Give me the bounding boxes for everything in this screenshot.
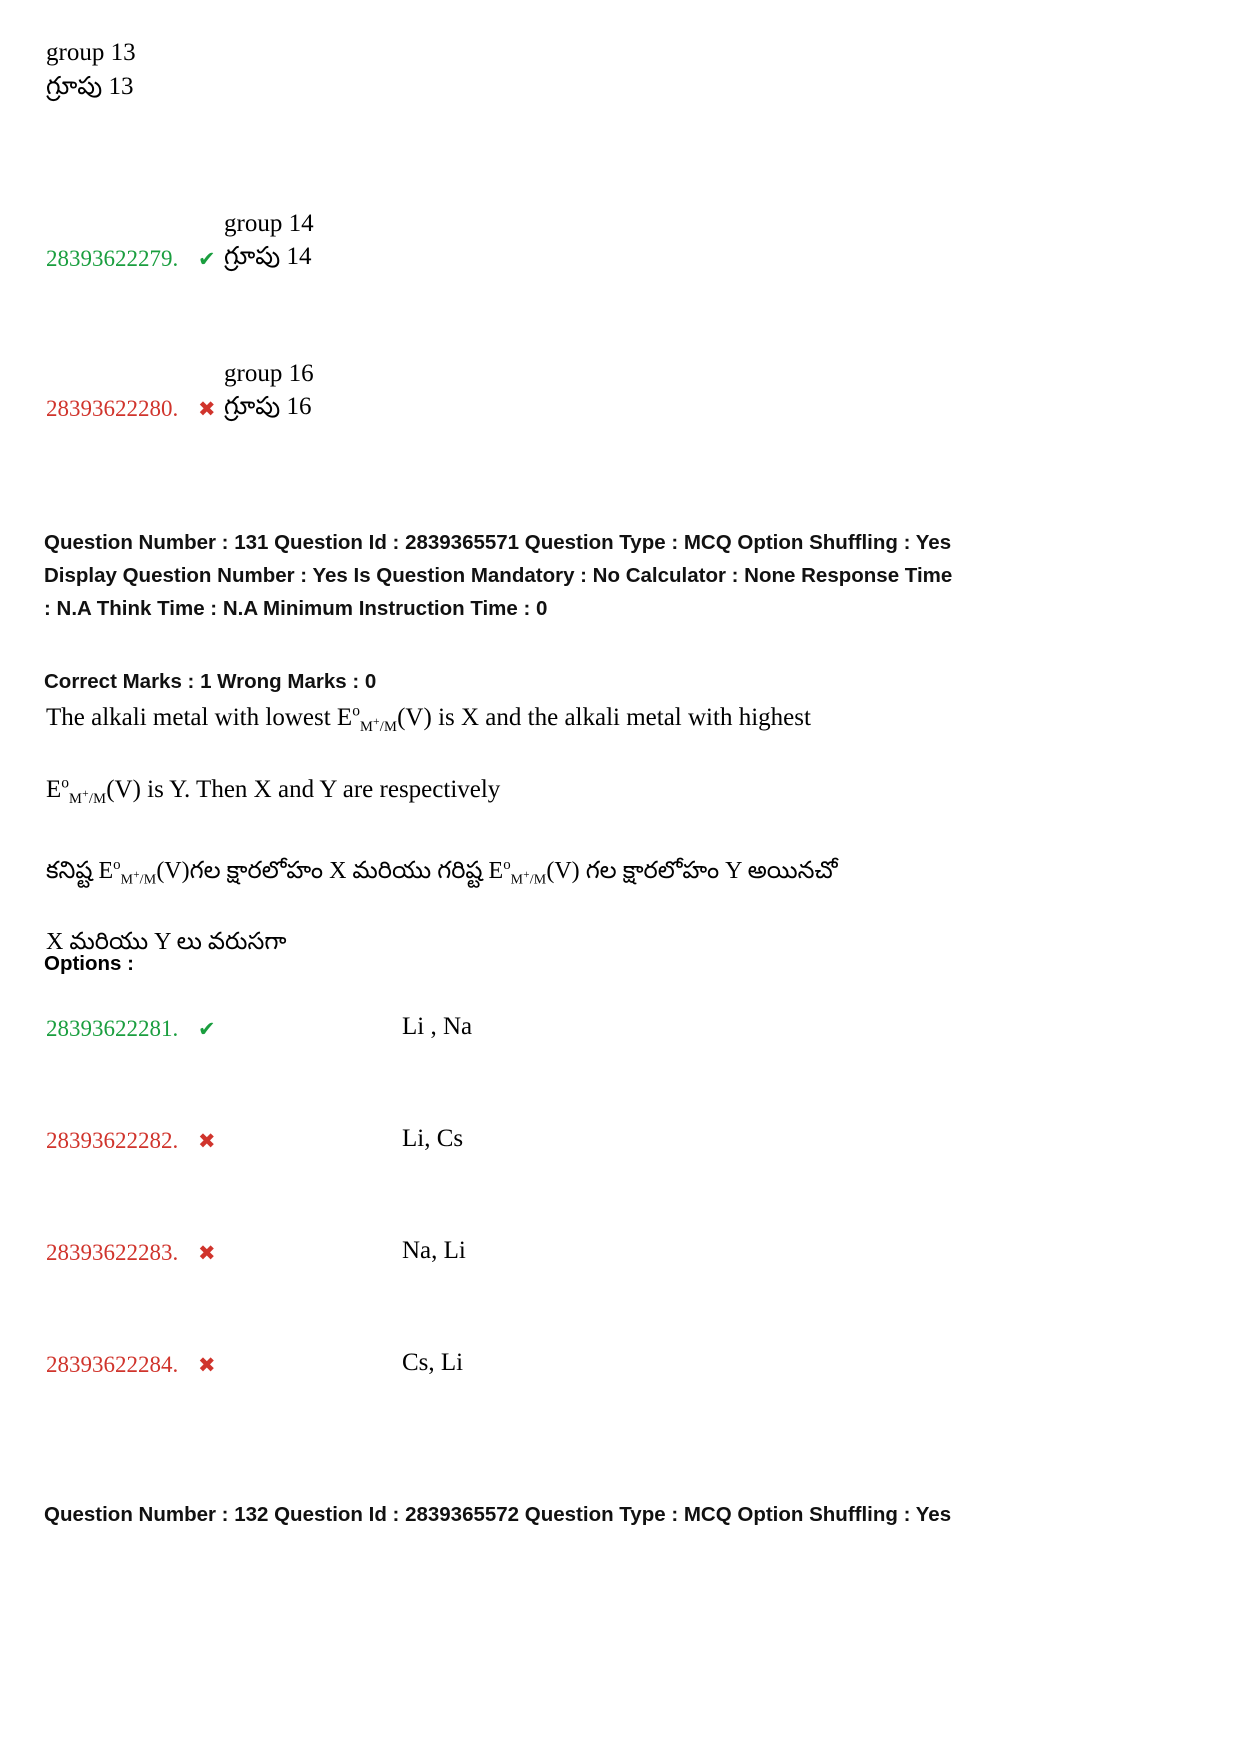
e-sub-rest: /M [379, 719, 398, 735]
e-sub-rest: /M [88, 791, 107, 808]
electrode-potential-symbol [46, 772, 141, 810]
question-meta-line-1: Question Number : 131 Question Id : 2839365571 Question Type : MCQ Option Shuffling : Yes [44, 531, 952, 554]
stem-te-2: X మరియు Y లు వరుసగా [46, 929, 287, 955]
e-sub-m: M [120, 872, 134, 888]
e-sub-rest: /M [529, 872, 547, 888]
marks-line [44, 665, 1196, 698]
option-row[interactable] [46, 1336, 1196, 1448]
e-paren: (V) [397, 704, 432, 731]
options-label: Options : [44, 952, 134, 975]
question-meta-block [44, 526, 1196, 626]
option-row[interactable] [46, 1224, 1196, 1336]
e-subscript [511, 867, 547, 891]
e-letter: E [46, 776, 62, 804]
e-sub-m: M [510, 872, 524, 888]
stem-te-1c: గల క్షారలోహం Y అయినచో [579, 858, 838, 885]
electrode-potential-symbol [489, 854, 580, 891]
wrong-cross-icon: ✖ [198, 398, 216, 421]
e-subscript [121, 867, 157, 891]
option-text-te: గ్రూపు 16 [224, 393, 312, 421]
option-text-en: group 14 [224, 209, 314, 237]
wrong-cross-icon: ✖ [198, 1354, 216, 1377]
option-id: 28393622284. [46, 1352, 179, 1377]
e-letter: E [336, 704, 353, 731]
question-meta-line-2: Display Question Number : Yes Is Question Mandatory : No Calculator : None Response Time [44, 564, 953, 588]
option-id: 28393622281. [46, 1016, 179, 1041]
e-subscript [69, 786, 106, 810]
e-paren: (V) [546, 858, 580, 885]
e-sub-plus: + [373, 715, 380, 729]
e-superscript: o [61, 774, 70, 792]
stem-en-line-2 [46, 772, 1196, 810]
e-sub-plus: + [133, 869, 140, 882]
e-letter: E [98, 858, 114, 885]
e-paren: (V) [156, 858, 190, 885]
e-subscript [360, 714, 397, 738]
option-text: Cs, Li [402, 1349, 464, 1377]
question-meta-line-3: : N.A Think Time : N.A Minimum Instruction Time : 0 [44, 597, 548, 621]
e-superscript: o [503, 857, 511, 874]
option-text-en: group 16 [224, 359, 314, 387]
e-paren: (V) [106, 776, 141, 804]
e-letter: E [488, 858, 504, 885]
stem-te-line-1 [46, 854, 1196, 891]
electrode-potential-symbol [99, 854, 190, 891]
option-text-group [224, 207, 314, 275]
e-sub-m: M [359, 719, 374, 735]
option-id: 28393622280. [46, 396, 179, 421]
correct-tick-icon: ✔ [198, 1018, 216, 1041]
e-superscript: o [113, 857, 121, 874]
e-sub-rest: /M [139, 872, 157, 888]
stem-te-line-2 [46, 925, 1196, 960]
wrong-cross-icon: ✖ [198, 1242, 216, 1265]
next-question-meta-line-1: Question Number : 132 Question Id : 2839365572 Question Type : MCQ Option Shuffling : Yes [44, 1503, 952, 1526]
stem-te-1b: గల క్షారలోహం X మరియు గరిష్ట [189, 858, 489, 885]
option-row-group13 [46, 36, 1196, 122]
wrong-cross-icon: ✖ [198, 1130, 216, 1153]
options-block [46, 1000, 1196, 1448]
marks-text: Correct Marks : 1 Wrong Marks : 0 [44, 670, 377, 693]
option-id: 28393622283. [46, 1240, 179, 1265]
option-row[interactable] [46, 1112, 1196, 1224]
option-text-te: గ్రూపు 14 [224, 243, 312, 271]
option-row[interactable] [46, 324, 1196, 434]
stem-en-line-1 [46, 700, 1196, 738]
option-text-group [224, 357, 314, 425]
stem-en-1b: is X and the alkali metal with highest [431, 704, 811, 731]
option-id: 28393622282. [46, 1128, 179, 1153]
option-row[interactable] [46, 174, 1196, 284]
question-stem [46, 700, 1196, 986]
electrode-potential-symbol [337, 700, 432, 738]
e-sub-m: M [69, 791, 83, 808]
option-text: Li, Cs [402, 1125, 464, 1153]
option-text: Na, Li [402, 1237, 466, 1265]
e-sub-plus: + [82, 787, 89, 801]
option-text-en: group 13 [46, 39, 136, 66]
next-question-meta [44, 1498, 1204, 1531]
option-text: Li , Na [402, 1013, 473, 1041]
option-row[interactable] [46, 1000, 1196, 1112]
stem-en-2b: is Y. Then X and Y are respectively [140, 776, 501, 804]
correct-tick-icon: ✔ [198, 248, 216, 271]
e-sub-plus: + [523, 869, 530, 882]
stem-en-1a: The alkali metal with lowest [46, 704, 337, 731]
stem-te-1a: కనిష్ట [46, 858, 99, 885]
e-superscript: o [352, 702, 360, 720]
option-id: 28393622279. [46, 246, 179, 271]
option-text-te: గ్రూపు 13 [46, 72, 134, 100]
carryover-options-block [46, 36, 1196, 434]
